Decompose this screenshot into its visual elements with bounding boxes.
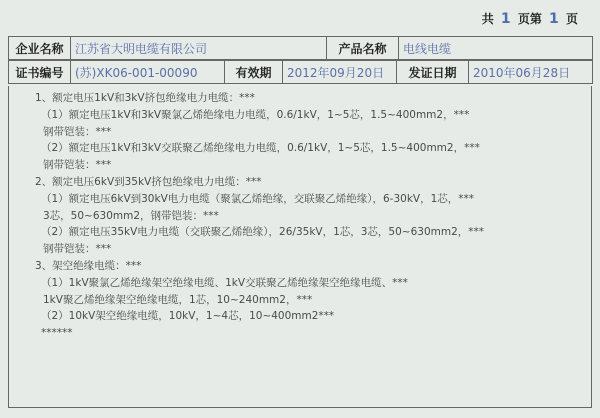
- scope-line: 3、架空绝缘电缆：***: [35, 259, 142, 272]
- page-total-label: 共: [481, 12, 494, 26]
- issue-date-value: 2010年06月28日: [469, 61, 593, 84]
- scope-line: 1kV聚乙烯绝缘架空绝缘电缆，1芯，10~240mm2，***: [43, 293, 313, 306]
- product-value: 电线电缆: [399, 37, 593, 60]
- page-current: 1: [549, 11, 559, 27]
- scope-line: （2）额定电压35kV电力电缆（交联聚乙烯绝缘），26/35kV，1芯，3芯，50~630mm2，***: [41, 226, 485, 239]
- page-total: 1: [500, 11, 511, 27]
- product-label: 产品名称: [327, 37, 399, 60]
- scope-line: （1）额定电压1kV和3kV聚氯乙烯绝缘电力电缆，0.6/1kV，1~5芯，1.5~400mm2，***: [41, 108, 470, 121]
- page-number: [482, 10, 578, 27]
- scope-line: （2）额定电压1kV和3kV交联聚乙烯绝缘电力电缆，0.6/1kV，1~5芯，1.5~400mm2，***: [41, 142, 480, 155]
- company-label: 企业名称: [9, 37, 71, 60]
- company-value: 江苏省大明电缆有限公司: [71, 37, 327, 60]
- scope-line: 钢带铠装：***: [43, 243, 112, 256]
- page-suffix: 页: [565, 12, 578, 26]
- scope-line: ******: [41, 327, 73, 340]
- scope-line: （1）1kV聚氯乙烯绝缘架空绝缘电缆、1kV交联聚乙烯绝缘架空绝缘电缆、***: [41, 276, 408, 289]
- scope-line: 3芯，50~630mm2，钢带铠装：***: [43, 209, 219, 222]
- issue-date-label: 发证日期: [397, 61, 469, 84]
- page-current-label: 页第: [517, 12, 542, 26]
- scope-line: （2）10kV架空绝缘电缆，10kV，1~4芯，10~400mm2***: [41, 310, 335, 323]
- scope-line: 钢带铠装：***: [43, 125, 112, 138]
- scope-line: 1、额定电压1kV和3kV挤包绝缘电力电缆：***: [35, 92, 255, 104]
- scope-line: 2、额定电压6kV到35kV挤包绝缘电力电缆：***: [35, 175, 262, 188]
- certificate-info-row: [8, 60, 593, 84]
- valid-until-value: 2012年09月20日: [283, 61, 397, 84]
- cert-no-value: (苏)XK06-001-00090: [71, 61, 225, 84]
- scope-line: 钢带铠装：***: [43, 159, 112, 172]
- scope-line: （1）额定电压6kV到30kV电力电缆（聚氯乙烯绝缘，交联聚乙烯绝缘），6-30kV，1芯，***: [41, 192, 475, 205]
- certificate-header-table: [8, 36, 593, 60]
- cert-no-label: 证书编号: [9, 61, 71, 84]
- product-scope-list: [8, 86, 592, 408]
- valid-until-label: 有效期: [225, 61, 283, 84]
